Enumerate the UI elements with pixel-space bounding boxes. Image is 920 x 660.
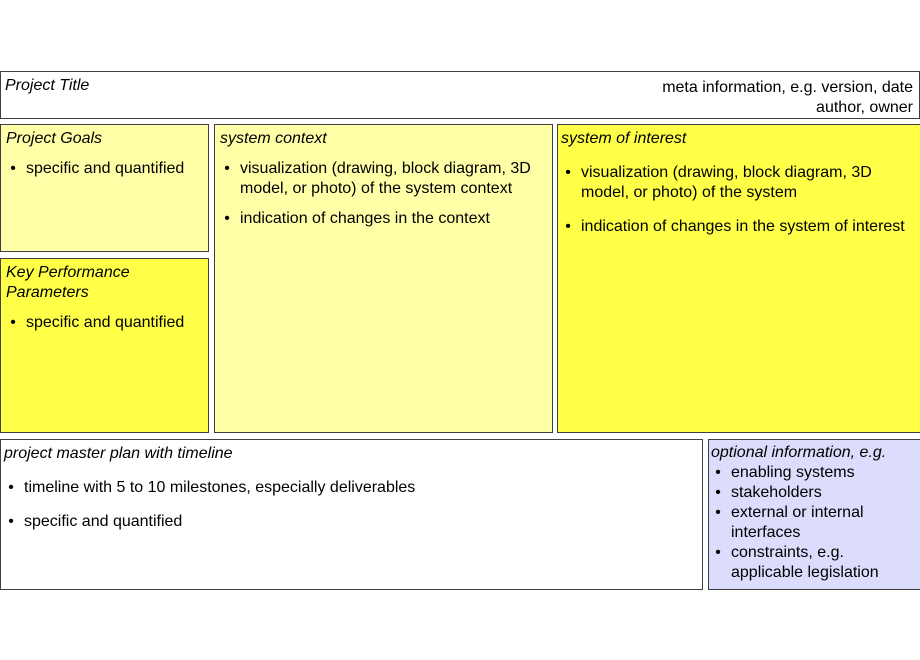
project-goals-title: Project Goals xyxy=(6,130,103,147)
list-item: • specific and quantified xyxy=(6,159,204,179)
project-title: Project Title xyxy=(5,77,90,94)
bullet-icon: • xyxy=(10,314,16,331)
optional-information-list xyxy=(711,463,920,583)
project-master-plan-title: project master plan with timeline xyxy=(4,445,233,462)
list-item: • external or internal interfaces xyxy=(711,503,920,543)
list-item: • enabling systems xyxy=(711,463,920,483)
project-master-plan-box xyxy=(0,439,703,590)
list-item: • indication of changes in the context xyxy=(220,209,548,229)
project-master-plan-list xyxy=(4,478,698,532)
system-context-title: system context xyxy=(220,130,327,147)
meta-line-2: author, owner xyxy=(816,99,913,116)
project-goals-box xyxy=(0,124,209,252)
bullet-icon: • xyxy=(224,210,230,227)
optional-information-title: optional information, e.g. xyxy=(711,444,887,461)
bullet-icon: • xyxy=(10,160,16,177)
key-performance-parameters-box xyxy=(0,258,209,433)
bullet-icon: • xyxy=(8,513,14,530)
optional-information-box xyxy=(708,439,920,590)
system-context-list xyxy=(220,159,548,229)
list-item: • stakeholders xyxy=(711,483,920,503)
project-goals-list xyxy=(6,159,204,179)
list-item: • constraints, e.g. applicable legislation xyxy=(711,543,920,583)
bullet-icon: • xyxy=(565,164,571,181)
list-item: • timeline with 5 to 10 milestones, especially deliverables xyxy=(4,478,698,498)
list-item: • visualization (drawing, block diagram, 3D model, or photo) of the system context xyxy=(220,159,548,199)
list-item: • visualization (drawing, block diagram, 3D model, or photo) of the system xyxy=(561,163,920,203)
bullet-icon: • xyxy=(715,484,721,501)
kpp-title: Key Performance Parameters xyxy=(6,264,130,301)
bullet-icon: • xyxy=(224,160,230,177)
bullet-icon: • xyxy=(715,464,721,481)
system-of-interest-box xyxy=(557,124,920,433)
list-item: • specific and quantified xyxy=(4,512,698,532)
list-item: • indication of changes in the system of interest xyxy=(561,217,920,237)
meta-information xyxy=(662,78,913,118)
bullet-icon: • xyxy=(715,544,721,561)
system-of-interest-list xyxy=(561,163,920,237)
bullet-icon: • xyxy=(565,218,571,235)
bullet-icon: • xyxy=(715,504,721,521)
meta-line-1: meta information, e.g. version, date xyxy=(662,79,913,96)
system-of-interest-title: system of interest xyxy=(561,130,687,147)
system-context-box xyxy=(214,124,553,433)
kpp-list xyxy=(6,313,204,333)
bullet-icon: • xyxy=(8,479,14,496)
header-box xyxy=(0,71,920,119)
list-item: • specific and quantified xyxy=(6,313,204,333)
